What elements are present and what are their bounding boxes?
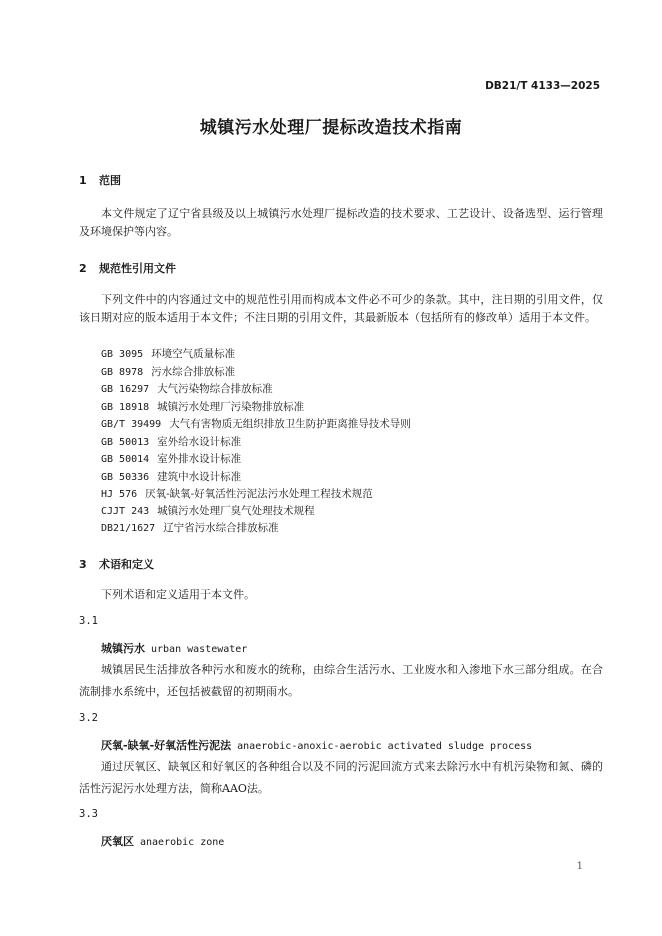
document-id: DB21/T 4133—2025 — [485, 80, 600, 92]
section-title: 规范性引用文件 — [99, 262, 176, 275]
term-cn: 厌氧区 — [101, 835, 134, 848]
section-number: 1 — [79, 174, 87, 187]
term-number: 3.1 — [79, 615, 98, 627]
term-heading — [101, 737, 532, 753]
section-3-paragraph: 下列术语和定义适用于本文件。 — [101, 588, 255, 601]
term-definition: 城镇居民生活排放各种污水和废水的统称，由综合生活污水、工业废水和入渗地下水三部分组成。在合流制排水系统中，还包括被截留的初期雨水。 — [79, 663, 603, 698]
section-title: 范围 — [99, 174, 121, 187]
reference-item: GB 50014 室外排水设计标准 — [101, 453, 242, 465]
section-number: 3 — [79, 558, 87, 571]
reference-item: DB21/1627 辽宁省污水综合排放标准 — [101, 522, 279, 534]
reference-item: GB 8978 污水综合排放标准 — [101, 366, 236, 378]
term-en: anaerobic zone — [140, 837, 225, 848]
page-number: 1 — [576, 861, 583, 872]
term-heading — [101, 640, 247, 656]
term-en: anaerobic-anoxic-aerobic activated sludge process — [237, 741, 533, 752]
term-cn: 厌氧-缺氧-好氧活性污泥法 — [101, 739, 232, 752]
reference-item: GB 50013 室外给水设计标准 — [101, 436, 242, 448]
section-1-paragraph: 本文件规定了辽宁省县级及以上城镇污水处理厂提标改造的技术要求、工艺设计、设备选型、运行管理及环境保护等内容。 — [79, 207, 603, 238]
reference-item: GB 16297 大气污染物综合排放标准 — [101, 383, 273, 395]
term-en: urban wastewater — [151, 644, 248, 655]
section-number: 2 — [79, 262, 87, 275]
reference-item: CJJT 243 城镇污水处理厂臭气处理技术规程 — [101, 505, 315, 517]
section-2-heading — [79, 260, 176, 276]
term-number: 3.3 — [79, 808, 98, 820]
term-cn: 城镇污水 — [101, 642, 145, 655]
section-title: 术语和定义 — [99, 558, 154, 571]
term-heading — [101, 833, 224, 849]
term-number: 3.2 — [79, 712, 98, 724]
section-1-heading — [79, 172, 121, 188]
reference-item: GB 50336 建筑中水设计标准 — [101, 471, 242, 483]
reference-item: HJ 576 厌氧-缺氧-好氧活性污泥法污水处理工程技术规范 — [101, 488, 373, 500]
reference-item: GB/T 39499 大气有害物质无组织排放卫生防护距离推导技术导则 — [101, 418, 411, 430]
document-title: 城镇污水处理厂提标改造技术指南 — [199, 118, 463, 138]
term-definition: 通过厌氧区、缺氧区和好氧区的各种组合以及不同的污泥回流方式来去除污水中有机污染物和氮、磷的活性污泥污水处理方法，简称AAO法。 — [79, 760, 603, 795]
section-2-paragraph: 下列文件中的内容通过文中的规范性引用而构成本文件必不可少的条款。其中，注日期的引用文件，仅该日期对应的版本适用于本文件；不注日期的引用文件，其最新版本（包括所有的修改单）适用于本文件。 — [79, 293, 603, 324]
reference-item: GB 3095 环境空气质量标准 — [101, 348, 236, 360]
reference-item: GB 18918 城镇污水处理厂污染物排放标准 — [101, 401, 305, 413]
section-3-heading — [79, 556, 154, 572]
